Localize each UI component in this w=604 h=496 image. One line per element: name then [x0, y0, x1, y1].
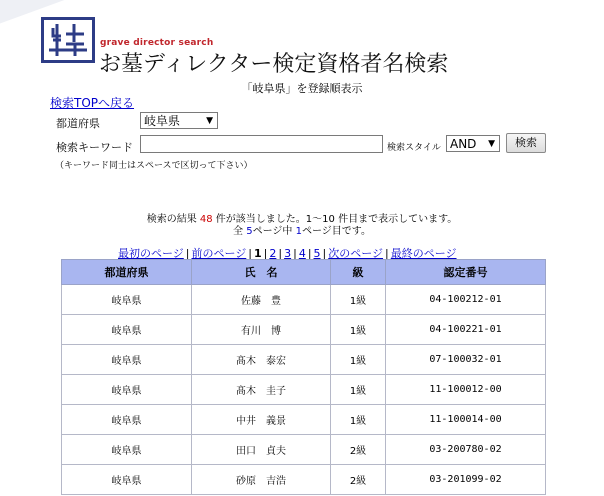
cell-prefecture: 岐阜県 [62, 375, 192, 405]
cell-cert-number: 04-100221-01 [386, 315, 546, 345]
keyword-input[interactable] [140, 135, 383, 153]
table-row [62, 285, 546, 315]
table-row [62, 465, 546, 495]
cell-grade: 2級 [331, 465, 386, 495]
cell-name: 髙木 圭子 [192, 375, 331, 405]
page-5-link[interactable]: 5 [313, 247, 321, 260]
pagination: 最初のページ | 前のページ | 1 | 2 | 3 | 4 | 5 | 次のページ | 最終のページ [118, 247, 457, 260]
prefecture-label: 都道府県 [56, 117, 100, 130]
prefecture-select-value: 岐阜県 [144, 114, 181, 128]
cell-name: 有川 博 [192, 315, 331, 345]
table-row [62, 315, 546, 345]
cell-cert-number: 11-100014-00 [386, 405, 546, 435]
cell-prefecture: 岐阜県 [62, 345, 192, 375]
page-3-link[interactable]: 3 [284, 247, 292, 260]
page-title: お墓ディレクター検定資格者名検索 [99, 52, 449, 77]
cell-grade: 1級 [331, 315, 386, 345]
result-text: 件が該当しました。1～10 件目まで表示しています。 [212, 214, 458, 225]
cell-prefecture: 岐阜県 [62, 285, 192, 315]
column-header-cert-number: 認定番号 [386, 260, 546, 285]
first-page-link[interactable]: 最初のページ [118, 247, 184, 260]
cell-cert-number: 07-100032-01 [386, 345, 546, 375]
cell-grade: 2級 [331, 435, 386, 465]
column-header-grade: 級 [331, 260, 386, 285]
current-page: 1 [295, 226, 302, 237]
cell-prefecture: 岐阜県 [62, 435, 192, 465]
cell-prefecture: 岐阜県 [62, 465, 192, 495]
cell-name: 中井 義景 [192, 405, 331, 435]
table-row [62, 375, 546, 405]
cell-cert-number: 03-200780-02 [386, 435, 546, 465]
cell-name: 田口 貞夫 [192, 435, 331, 465]
page-2-link[interactable]: 2 [269, 247, 277, 260]
result-summary-line2 [0, 222, 604, 237]
table-row [62, 405, 546, 435]
column-header-name: 氏 名 [192, 260, 331, 285]
search-button[interactable]: 検索 [506, 133, 546, 153]
total-pages: 5 [246, 226, 253, 237]
cell-cert-number: 04-100212-01 [386, 285, 546, 315]
last-page-link[interactable]: 最終のページ [390, 247, 457, 260]
back-to-search-top-link[interactable]: 検索TOPへ戻る [50, 96, 135, 110]
cell-prefecture: 岐阜県 [62, 405, 192, 435]
cell-grade: 1級 [331, 285, 386, 315]
column-header-prefecture: 都道府県 [62, 260, 192, 285]
search-style-label: 検索スタイル [387, 143, 441, 153]
keyword-note: （キーワード同士はスペースで区切って下さい） [55, 161, 253, 171]
cell-grade: 1級 [331, 345, 386, 375]
next-page-link[interactable]: 次のページ [328, 247, 384, 260]
result-count: 48 [199, 214, 213, 225]
brand-tagline: grave director search [100, 38, 214, 48]
dropdown-arrow-icon: ▼ [488, 139, 495, 149]
page-4-link[interactable]: 4 [298, 247, 306, 260]
cell-grade: 1級 [331, 405, 386, 435]
table-header-row [62, 260, 546, 285]
result-text: 検索の結果 [146, 214, 200, 225]
cell-prefecture: 岐阜県 [62, 315, 192, 345]
logo-icon [41, 17, 95, 63]
search-style-select[interactable] [446, 135, 500, 152]
table-row [62, 345, 546, 375]
list-subtitle: 「岐阜県」を登録順表示 [241, 82, 363, 95]
keyword-label: 検索キーワード [56, 141, 133, 154]
result-text: ページ中 [252, 226, 296, 237]
prev-page-link[interactable]: 前のページ [191, 247, 247, 260]
cell-grade: 1級 [331, 375, 386, 405]
page-1-current: 1 [254, 247, 262, 260]
result-text: 全 [233, 226, 247, 237]
cell-name: 髙木 泰宏 [192, 345, 331, 375]
cell-cert-number: 11-100012-00 [386, 375, 546, 405]
results-table [61, 259, 546, 495]
result-text: ページ目です。 [301, 226, 371, 237]
prefecture-select[interactable] [140, 112, 218, 129]
search-style-value: AND [450, 137, 477, 151]
table-row [62, 435, 546, 465]
cell-name: 砂原 吉浩 [192, 465, 331, 495]
cell-name: 佐藤 豊 [192, 285, 331, 315]
cell-cert-number: 03-201099-02 [386, 465, 546, 495]
dropdown-arrow-icon: ▼ [206, 116, 213, 126]
